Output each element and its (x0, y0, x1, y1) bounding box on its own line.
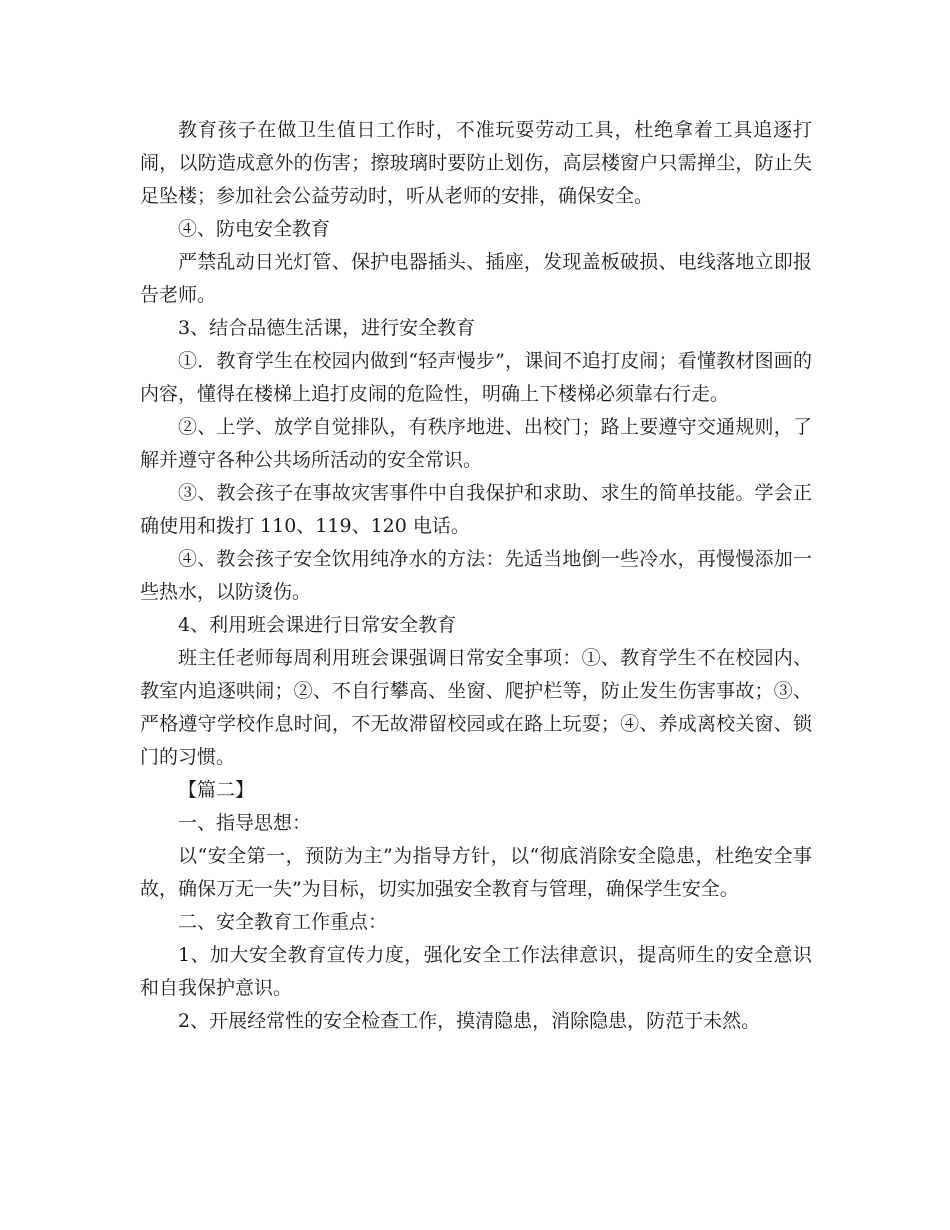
heading-electrical-safety: ④、防电安全教育 (178, 218, 331, 240)
paragraph-cleaning-safety: 教育孩子在做卫生值日工作时，不准玩耍劳动工具，杜绝拿着工具追逐打闹，以防造成意外的伤害；擦玻璃时要防止划伤，高层楼窗户只需掸尘，防止失足坠楼；参加社会公益劳动时，听从老师的安排，确保安全。 (140, 119, 812, 207)
paragraph-guiding-ideology: 以“安全第一，预防为主”为指导方针，以“彻底消除安全隐患，杜绝安全事故，确保万无一失”为目标，切实加强安全教育与管理，确保学生安全。 (140, 845, 812, 900)
paragraph-key-point-2: 2、开展经常性的安全检查工作，摸清隐患，消除隐患，防范于未然。 (178, 1010, 761, 1032)
paragraph-traffic-safety: ②、上学、放学自觉排队，有秩序地进、出校门；路上要遵守交通规则，了解并遵守各种公共场所活动的安全常识。 (140, 416, 812, 471)
paragraph-electrical-safety: 严禁乱动日光灯管、保护电器插头、插座，发现盖板破损、电线落地立即报告老师。 (140, 251, 812, 306)
heading-key-points: 二、安全教育工作重点： (178, 911, 388, 933)
heading-guiding-ideology: 一、指导思想： (178, 812, 312, 834)
heading-class-meeting: 4、利用班会课进行日常安全教育 (178, 614, 457, 636)
paragraph-key-point-1: 1、加大安全教育宣传力度，强化安全工作法律意识，提高师生的安全意识和自我保护意识。 (140, 944, 812, 999)
heading-moral-education: 3、结合品德生活课，进行安全教育 (178, 317, 476, 339)
document-body (140, 114, 812, 1038)
paragraph-water-safety: ④、教会孩子安全饮用纯净水的方法：先适当地倒一些冷水，再慢慢添加一些热水，以防烫伤。 (140, 548, 812, 603)
paragraph-class-meeting: 班主任老师每周利用班会课强调日常安全事项：①、教育学生不在校园内、教室内追逐哄闹；②、不自行攀高、坐窗、爬护栏等，防止发生伤害事故；③、严格遵守学校作息时间，不无故滞留校园或在路上玩耍；④、养成离校关窗、锁门的习惯。 (140, 647, 812, 768)
section-title-part-two: 【篇二】 (178, 779, 255, 801)
paragraph-emergency-skills: ③、教会孩子在事故灾害事件中自我保护和求助、求生的简单技能。学会正确使用和拨打 110、119、120 电话。 (140, 482, 812, 537)
paragraph-campus-behavior: ①．教育学生在校园内做到“轻声慢步”，课间不追打皮闹；看懂教材图画的内容，懂得在楼梯上追打皮闹的危险性，明确上下楼梯必须靠右行走。 (140, 350, 812, 405)
